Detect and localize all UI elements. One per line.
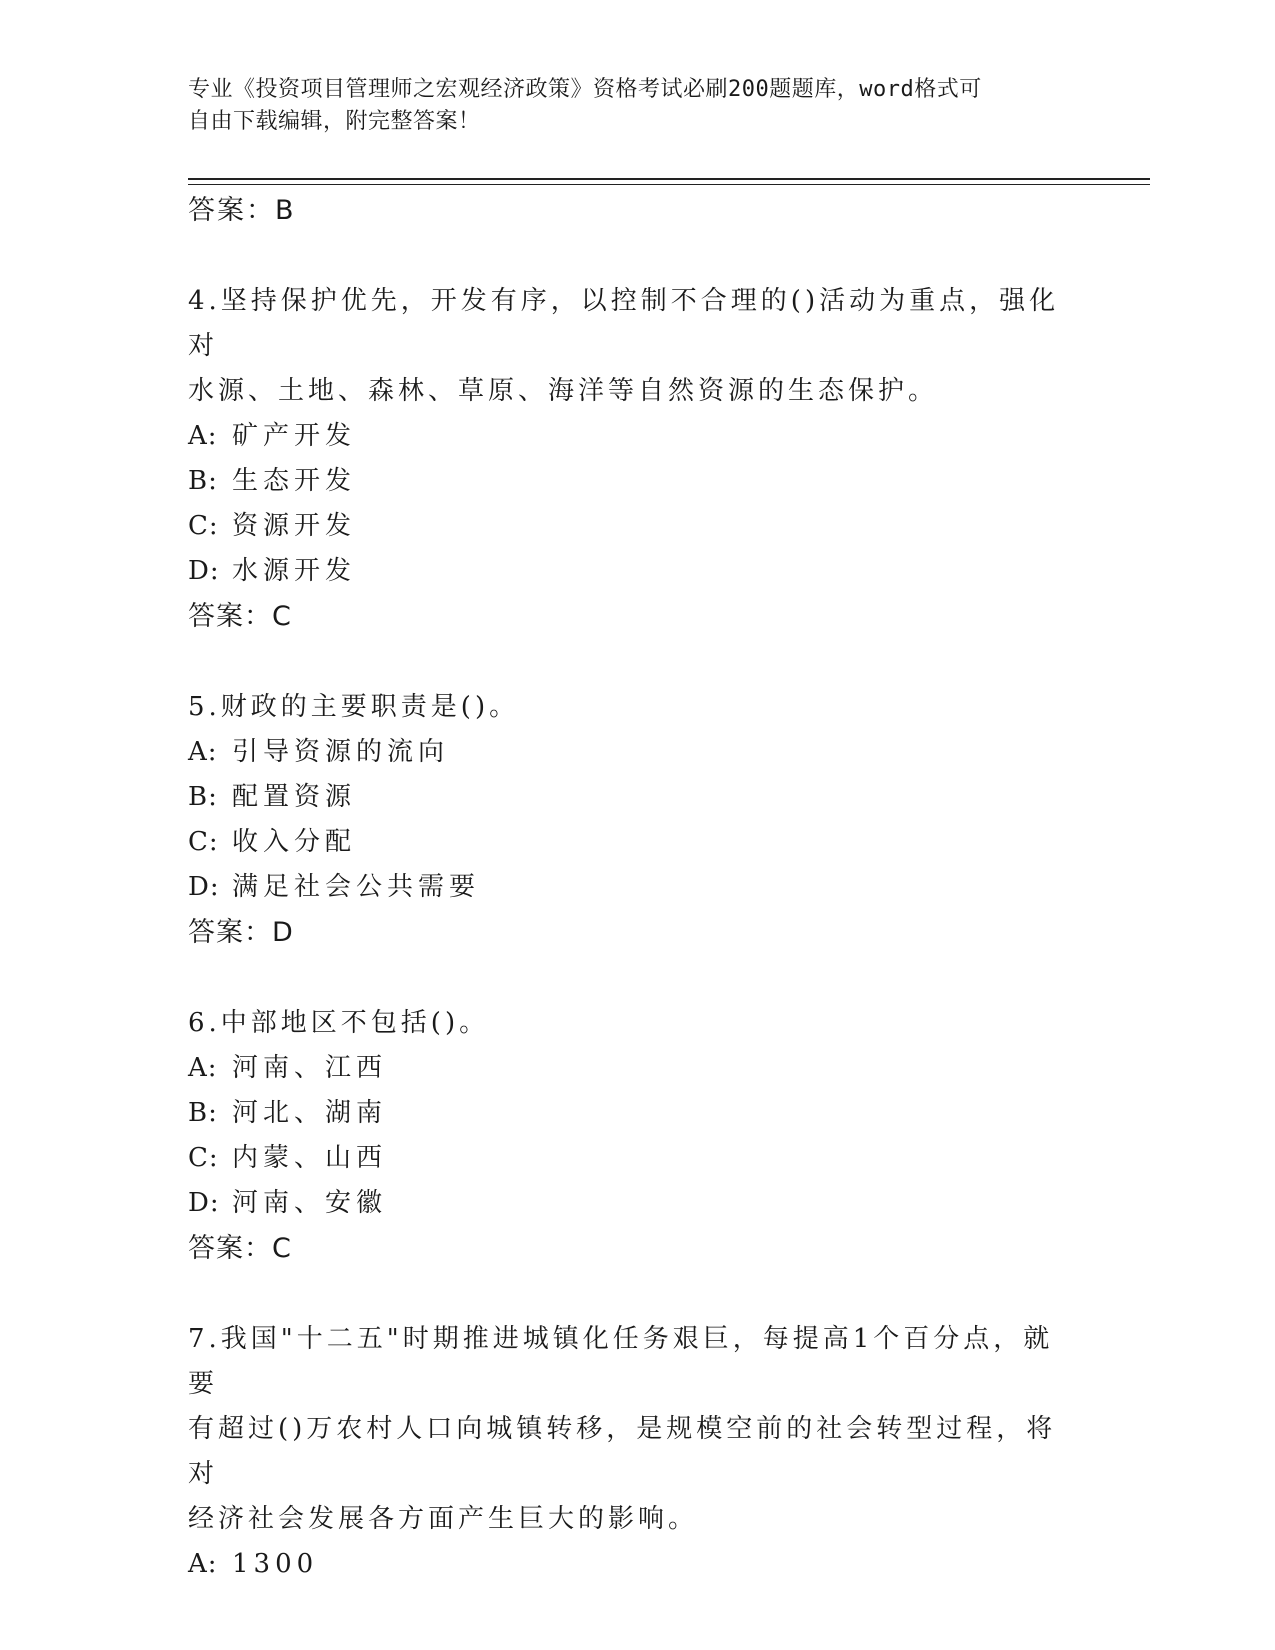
option-letter: A:: [188, 421, 218, 451]
option-c: [188, 1136, 1068, 1181]
question-stem: [188, 1317, 1068, 1542]
option-letter: D:: [188, 872, 220, 902]
option-letter: C:: [188, 827, 219, 857]
option-letter: A:: [188, 1053, 218, 1083]
option-text: 河北、湖南: [232, 1098, 388, 1128]
option-text: 内蒙、山西: [232, 1143, 388, 1173]
question-6: [188, 1001, 1068, 1271]
option-c: [188, 820, 1068, 865]
option-letter: B:: [188, 1098, 218, 1128]
answer-value: C: [272, 1233, 292, 1264]
stem-line: 水源、土地、森林、草原、海洋等自然资源的生态保护。: [188, 376, 939, 406]
option-text: 河南、安徽: [232, 1188, 388, 1218]
question-5: [188, 685, 1068, 955]
option-text: 引导资源的流向: [232, 737, 450, 767]
option-text: 资源开发: [232, 511, 357, 541]
answer-line-q3: [188, 188, 1068, 233]
option-letter: D:: [188, 556, 220, 586]
option-text: 河南、江西: [232, 1053, 388, 1083]
stem-line: 5.财政的主要职责是()。: [188, 692, 520, 722]
option-c: [188, 504, 1068, 549]
option-letter: B:: [188, 782, 218, 812]
header-rule-thick: [188, 178, 1150, 180]
option-letter: C:: [188, 1143, 219, 1173]
option-text: 水源开发: [232, 556, 357, 586]
answer-line: [188, 910, 1068, 955]
option-text: 收入分配: [232, 827, 357, 857]
answer-line: [188, 1226, 1068, 1271]
question-stem: [188, 685, 1068, 730]
option-text: 1300: [232, 1549, 319, 1579]
stem-line: 6.中部地区不包括()。: [188, 1008, 490, 1038]
question-4: [188, 279, 1068, 639]
stem-line: 4.坚持保护优先，开发有序，以控制不合理的()活动为重点，强化对: [188, 286, 1060, 361]
option-b: [188, 459, 1068, 504]
option-letter: A:: [188, 737, 218, 767]
answer-value: D: [272, 917, 294, 948]
header-line-1: 专业《投资项目管理师之宏观经济政策》资格考试必刷200题题库，word格式可: [188, 77, 982, 102]
option-d: [188, 549, 1068, 594]
option-d: [188, 865, 1068, 910]
option-text: 生态开发: [232, 466, 357, 496]
option-d: [188, 1181, 1068, 1226]
answer-label: 答案：: [188, 1233, 272, 1264]
answer-label: 答案：: [188, 601, 272, 632]
header-rule-thin: [188, 184, 1150, 185]
stem-line: 7.我国"十二五"时期推进城镇化任务艰巨，每提高1个百分点，就要: [188, 1324, 1054, 1399]
option-a: [188, 730, 1068, 775]
option-letter: A:: [188, 1549, 218, 1579]
question-stem: [188, 279, 1068, 414]
option-b: [188, 775, 1068, 820]
option-a: [188, 1046, 1068, 1091]
option-text: 矿产开发: [232, 421, 357, 451]
answer-line: [188, 594, 1068, 639]
question-7: [188, 1317, 1068, 1587]
option-a: [188, 414, 1068, 459]
header-line-2: 自由下载编辑，附完整答案！: [188, 109, 481, 134]
option-letter: D:: [188, 1188, 220, 1218]
answer-label: 答案：: [188, 917, 272, 948]
answer-value: B: [275, 195, 295, 226]
option-a: [188, 1542, 1068, 1587]
document-header: [188, 74, 1068, 138]
answer-label: 答案：: [188, 195, 275, 226]
option-b: [188, 1091, 1068, 1136]
stem-line: 经济社会发展各方面产生巨大的影响。: [188, 1504, 699, 1534]
option-letter: C:: [188, 511, 219, 541]
answer-value: C: [272, 601, 292, 632]
question-list: [188, 188, 1068, 1587]
option-text: 满足社会公共需要: [232, 872, 481, 902]
stem-line: 有超过()万农村人口向城镇转移，是规模空前的社会转型过程，将对: [188, 1414, 1057, 1489]
question-stem: [188, 1001, 1068, 1046]
option-letter: B:: [188, 466, 218, 496]
option-text: 配置资源: [232, 782, 357, 812]
